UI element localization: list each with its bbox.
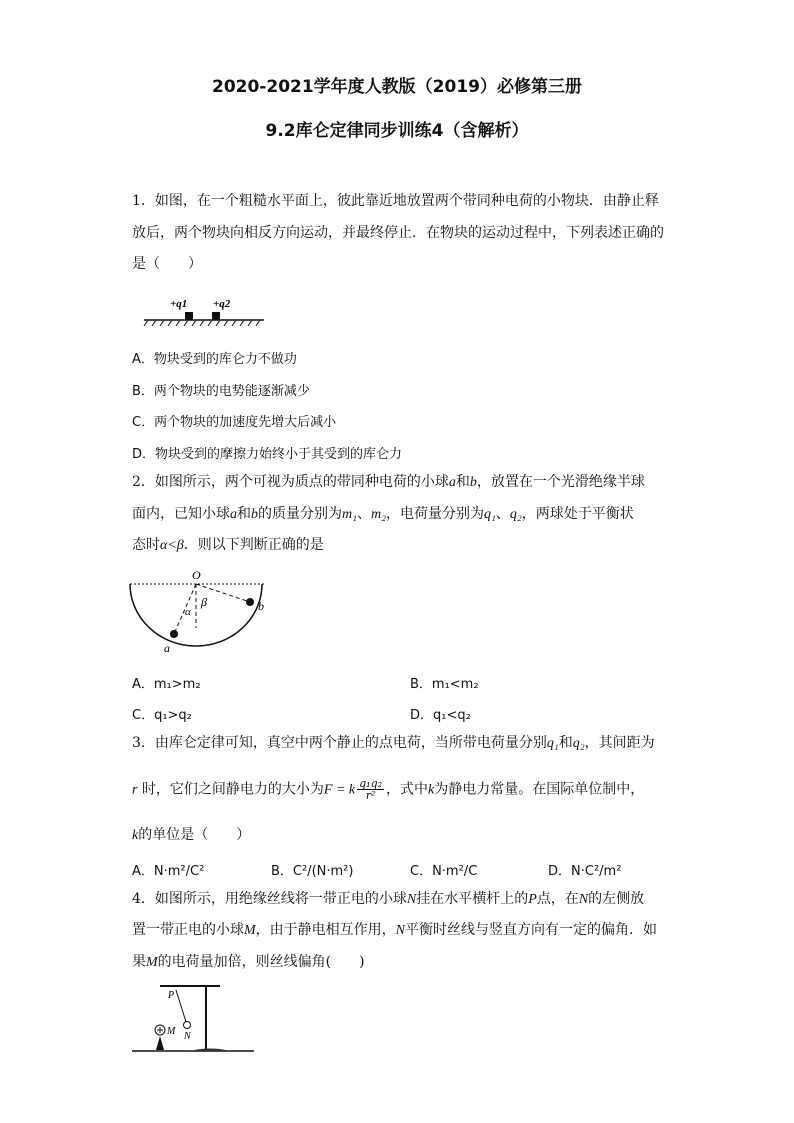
q1-option-d[interactable]: D．物块受到的摩擦力始终小于其受到的库仑力 (132, 447, 403, 462)
q1-option-a[interactable]: A．物块受到的库仑力不做功 (132, 352, 297, 367)
formula-fraction: $\frac{\text{q₁q₂}}{\text{r²}}$ (359, 777, 383, 802)
q1-option-c[interactable]: C．两个物块的加速度先增大后减小 (132, 415, 337, 430)
q4-line2: 置一带正电的小球M，由于静电相互作用，N平衡时丝线与竖直方向有一定的偏角．如 (132, 922, 658, 938)
q4-fig-p: P (168, 990, 175, 1001)
q2-option-c[interactable]: C．q₁>q₂ (132, 708, 192, 723)
q2-figure (126, 568, 276, 658)
q1-line1: 1．如图，在一个粗糙水平面上，彼此靠近地放置两个带同种电荷的小物块．由静止释 (132, 193, 659, 209)
q1-fig-label2: +q2 (213, 298, 231, 310)
q1-figure (140, 292, 270, 330)
q3-option-d[interactable]: D．N·C²/m² (548, 864, 622, 879)
q2-fig-b: b (258, 599, 264, 613)
q3-option-a[interactable]: A．N·m²/C² (132, 864, 205, 879)
q2-fig-alpha: α (185, 606, 191, 618)
page-title-line2: 9.2库仑定律同步训练4（含解析） (265, 121, 529, 141)
q4-figure (130, 978, 260, 1058)
q1-option-b[interactable]: B．两个物块的电势能逐渐减少 (132, 384, 310, 399)
formula-left: F = k (323, 782, 356, 798)
q4-fig-m: M (167, 1026, 176, 1037)
q3-option-b[interactable]: B．C²/(N·m²) (271, 864, 354, 879)
page-title-line1: 2020-2021学年度人教版（2019）必修第三册 (212, 77, 582, 97)
q2-option-a[interactable]: A．m₁>m₂ (132, 677, 201, 692)
q2-option-d[interactable]: D．q₁<q₂ (410, 708, 471, 723)
q2-line2: 面内，已知小球a和b的质量分别为m₁、m₂，电荷量分别为q₁、q₂，两球处于平衡状 (132, 506, 634, 522)
q4-line3: 果M的电荷量加倍，则丝线偏角( ) (132, 954, 365, 970)
q2-fig-beta: β (201, 595, 207, 609)
q3-line2: r 时，它们之间静电力的大小为F = k $\frac{\text{q₁q₂}}{\text{r²}}$ ，式中k为静电力常量。在国际单位制中， (132, 777, 645, 802)
q3-line3: k的单位是（ ） (132, 827, 251, 843)
q1-line2: 放后，两个物块向相反方向运动，并最终停止．在物块的运动过程中，下列表述正确的 (132, 225, 664, 241)
q2-line1: 2．如图所示，两个可视为质点的带同种电荷的小球a和b，放置在一个光滑绝缘半球 (132, 474, 645, 490)
q4-fig-n: N (184, 1031, 191, 1042)
q2-fig-origin: O (192, 568, 201, 582)
q1-line3: 是（ ） (132, 256, 202, 272)
q4-line1: 4．如图所示，用绝缘丝线将一带正电的小球N挂在水平横杆上的P点，在N的左侧放 (132, 891, 645, 907)
q1-fig-label1: +q1 (170, 298, 188, 310)
q2-line3: 态时α<β．则以下判断正确的是 (132, 537, 324, 553)
q2-fig-a: a (164, 641, 170, 655)
q3-line1: 3．由库仑定律可知，真空中两个静止的点电荷，当所带电荷量分别q₁和q₂，其间距为 (132, 735, 655, 751)
q2-option-b[interactable]: B．m₁<m₂ (410, 677, 479, 692)
q3-option-c[interactable]: C．N·m²/C (410, 864, 478, 879)
